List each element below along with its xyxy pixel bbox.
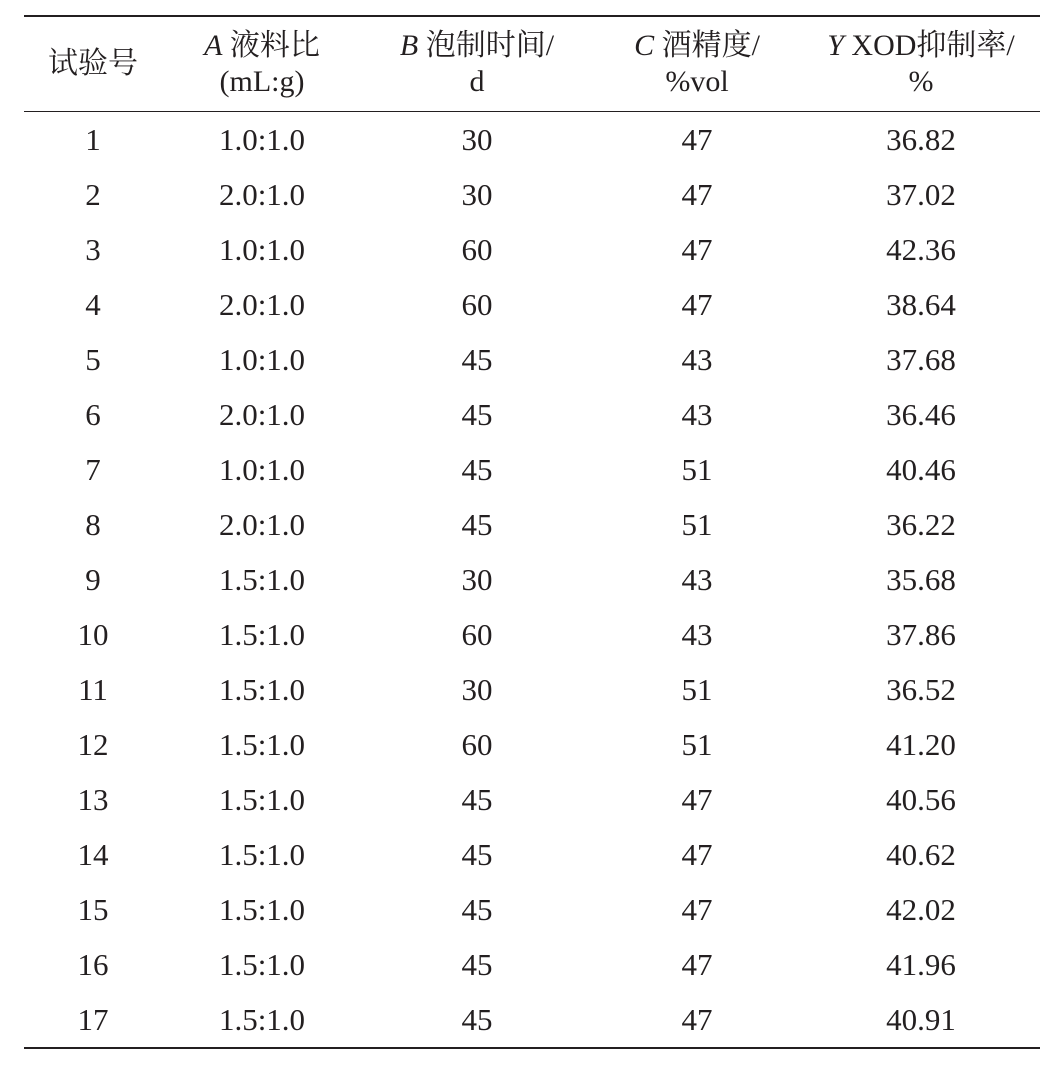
header-symbol: A (204, 29, 223, 62)
table-bottom-rule (24, 1047, 1040, 1049)
cell-xod-rate: 40.62 (886, 837, 956, 872)
table-row (24, 937, 1040, 992)
header-row (24, 17, 1040, 111)
table-row (24, 607, 1040, 662)
cell-trial-no: 6 (85, 397, 101, 432)
cell-trial-no: 11 (78, 672, 108, 707)
header-text: 试验号 (48, 47, 138, 80)
table-body (24, 112, 1040, 1047)
table-row (24, 442, 1040, 497)
cell-liquid-ratio: 1.5:1.0 (218, 782, 306, 817)
header-line1 (362, 28, 592, 64)
header-line1 (24, 46, 162, 82)
cell-alcohol: 47 (681, 892, 713, 927)
cell-xod-rate: 36.22 (886, 507, 956, 542)
table-row (24, 827, 1040, 882)
table-row (24, 332, 1040, 387)
cell-soak-time: 45 (461, 947, 493, 982)
cell-soak-time: 45 (461, 837, 493, 872)
cell-xod-rate: 42.36 (886, 232, 956, 267)
table-row (24, 112, 1040, 167)
cell-alcohol: 47 (681, 232, 713, 267)
cell-liquid-ratio: 2.0:1.0 (218, 177, 306, 212)
cell-alcohol: 43 (681, 617, 713, 652)
header-symbol: Y (827, 29, 844, 62)
experiment-table (24, 15, 1040, 1049)
table-row (24, 992, 1040, 1047)
cell-liquid-ratio: 2.0:1.0 (218, 287, 306, 322)
header-text: 液料比 (229, 29, 320, 62)
header-text: XOD抑制率/ (851, 29, 1015, 62)
cell-xod-rate: 40.91 (886, 1002, 956, 1037)
cell-xod-rate: 41.96 (886, 947, 956, 982)
cell-soak-time: 45 (461, 892, 493, 927)
cell-alcohol: 51 (681, 507, 713, 542)
cell-soak-time: 60 (461, 617, 493, 652)
cell-alcohol: 43 (681, 342, 713, 377)
header-line1 (592, 28, 802, 64)
header-soak-time (362, 17, 592, 111)
header-line1 (802, 28, 1040, 64)
cell-soak-time: 30 (461, 122, 493, 157)
cell-alcohol: 51 (681, 672, 713, 707)
cell-soak-time: 30 (461, 562, 493, 597)
table-row (24, 662, 1040, 717)
cell-soak-time: 45 (461, 782, 493, 817)
cell-soak-time: 45 (461, 397, 493, 432)
cell-soak-time: 30 (461, 672, 493, 707)
cell-liquid-ratio: 1.5:1.0 (218, 892, 306, 927)
header-xod-rate (802, 17, 1040, 111)
header-symbol: B (399, 29, 419, 62)
table-row (24, 497, 1040, 552)
cell-liquid-ratio: 1.5:1.0 (218, 837, 306, 872)
cell-xod-rate: 41.20 (886, 727, 956, 762)
cell-trial-no: 7 (85, 452, 101, 487)
cell-alcohol: 47 (681, 782, 713, 817)
cell-alcohol: 51 (681, 727, 713, 762)
cell-trial-no: 16 (77, 947, 109, 982)
header-symbol: C (634, 29, 655, 62)
cell-liquid-ratio: 2.0:1.0 (218, 397, 306, 432)
header-alcohol (592, 17, 802, 111)
cell-soak-time: 60 (461, 287, 493, 322)
cell-trial-no: 1 (85, 122, 101, 157)
cell-xod-rate: 37.02 (886, 177, 956, 212)
cell-soak-time: 30 (461, 177, 493, 212)
cell-trial-no: 5 (85, 342, 101, 377)
header-line1 (162, 28, 362, 64)
cell-alcohol: 47 (681, 1002, 713, 1037)
cell-alcohol: 47 (681, 947, 713, 982)
table-row (24, 277, 1040, 332)
cell-xod-rate: 35.68 (886, 562, 956, 597)
cell-liquid-ratio: 1.5:1.0 (218, 947, 306, 982)
cell-alcohol: 43 (681, 562, 713, 597)
cell-alcohol: 47 (681, 287, 713, 322)
cell-xod-rate: 37.68 (886, 342, 956, 377)
data-table-body (24, 112, 1040, 1047)
cell-xod-rate: 40.56 (886, 782, 956, 817)
cell-liquid-ratio: 1.5:1.0 (218, 727, 306, 762)
cell-trial-no: 10 (77, 617, 109, 652)
header-trial-no (24, 17, 162, 111)
cell-liquid-ratio: 2.0:1.0 (218, 507, 306, 542)
table-row (24, 222, 1040, 277)
cell-trial-no: 14 (77, 837, 109, 872)
cell-alcohol: 47 (681, 177, 713, 212)
cell-xod-rate: 37.86 (886, 617, 956, 652)
cell-liquid-ratio: 1.5:1.0 (218, 1002, 306, 1037)
cell-xod-rate: 36.52 (886, 672, 956, 707)
cell-liquid-ratio: 1.0:1.0 (218, 342, 306, 377)
table-row (24, 167, 1040, 222)
cell-soak-time: 60 (461, 727, 493, 762)
cell-liquid-ratio: 1.0:1.0 (218, 232, 306, 267)
table-row (24, 882, 1040, 937)
header-line2: d (469, 65, 485, 98)
table-row (24, 552, 1040, 607)
table-row (24, 717, 1040, 772)
cell-trial-no: 2 (85, 177, 101, 212)
cell-trial-no: 3 (85, 232, 101, 267)
header-line2: %vol (665, 65, 729, 98)
cell-trial-no: 8 (85, 507, 101, 542)
cell-liquid-ratio: 1.0:1.0 (218, 452, 306, 487)
cell-alcohol: 47 (681, 122, 713, 157)
cell-alcohol: 43 (681, 397, 713, 432)
cell-soak-time: 45 (461, 452, 493, 487)
cell-soak-time: 45 (461, 1002, 493, 1037)
cell-soak-time: 45 (461, 507, 493, 542)
cell-alcohol: 47 (681, 837, 713, 872)
cell-alcohol: 51 (681, 452, 713, 487)
header-liquid-ratio (162, 17, 362, 111)
cell-liquid-ratio: 1.5:1.0 (218, 617, 306, 652)
cell-soak-time: 45 (461, 342, 493, 377)
header-line2: % (908, 65, 934, 98)
table-header (24, 17, 1040, 111)
cell-liquid-ratio: 1.5:1.0 (218, 672, 306, 707)
cell-liquid-ratio: 1.5:1.0 (218, 562, 306, 597)
cell-trial-no: 12 (77, 727, 109, 762)
cell-trial-no: 9 (85, 562, 101, 597)
cell-xod-rate: 36.82 (886, 122, 956, 157)
cell-xod-rate: 42.02 (886, 892, 956, 927)
cell-liquid-ratio: 1.0:1.0 (218, 122, 306, 157)
header-text: 酒精度/ (661, 29, 760, 62)
data-table (24, 17, 1040, 111)
header-line2: (mL:g) (219, 65, 305, 98)
header-text: 泡制时间/ (425, 29, 555, 62)
cell-trial-no: 17 (77, 1002, 109, 1037)
cell-trial-no: 4 (85, 287, 101, 322)
cell-trial-no: 13 (77, 782, 109, 817)
table-row (24, 387, 1040, 442)
cell-soak-time: 60 (461, 232, 493, 267)
cell-xod-rate: 40.46 (886, 452, 956, 487)
cell-xod-rate: 36.46 (886, 397, 956, 432)
cell-trial-no: 15 (77, 892, 109, 927)
cell-xod-rate: 38.64 (886, 287, 956, 322)
table-row (24, 772, 1040, 827)
